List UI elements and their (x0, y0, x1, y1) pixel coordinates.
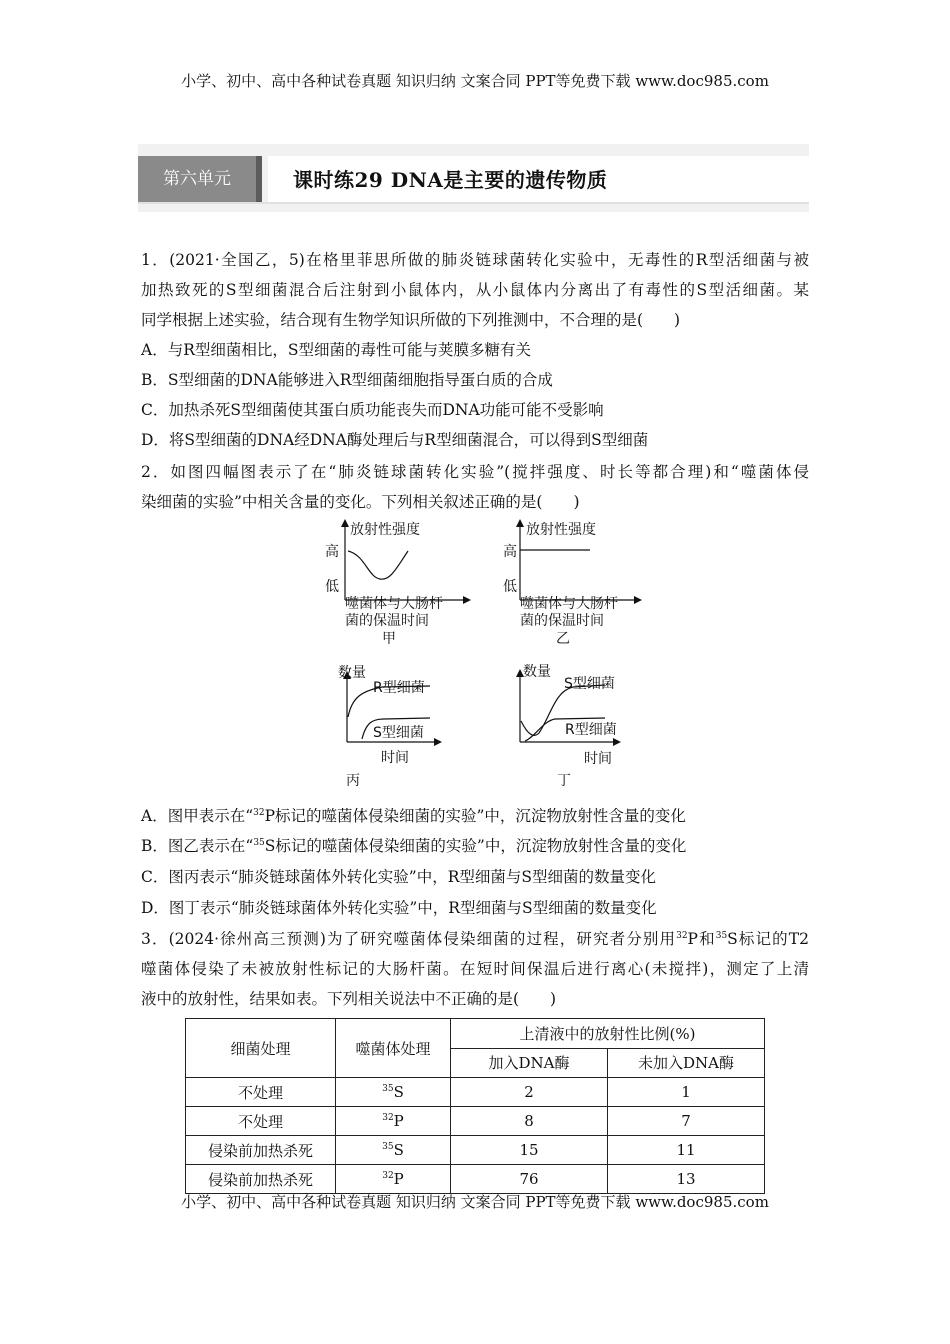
bing-xlabel: 时间 (381, 750, 409, 766)
q1-line1: 1．(2021·全国乙，5)在格里菲思所做的肺炎链球菌转化实验中，无毒性的R型活细菌与被 (141, 251, 809, 269)
q2-option-c: C．图丙表示“肺炎链球菌体外转化实验”中，R型细菌与S型细菌的数量变化 (141, 868, 656, 886)
jia-curve (348, 551, 408, 579)
cell-bacteria: 侵染前加热杀死 (186, 1136, 336, 1165)
q3-line2: 噬菌体侵染了未被放射性标记的大肠杆菌。在短时间保温后进行离心(未搅拌)，测定了上清 (141, 960, 809, 978)
bing-ylabel: 数量 (338, 665, 366, 681)
jia-ylabel: 放射性强度 (350, 522, 420, 538)
ding-name: 丁 (557, 773, 571, 789)
jia-low: 低 (325, 579, 339, 595)
bing-name: 丙 (346, 773, 360, 789)
q1-line2: 加热致死的S型细菌混合后注射到小鼠体内，从小鼠体内分离出了有毒性的S型活细菌。某 (141, 281, 809, 299)
unit-label: 第六单元 (138, 156, 256, 202)
q2-line2: 染细菌的实验”中相关含量的变化。下列相关叙述正确的是( ) (141, 493, 580, 511)
results-table (185, 1018, 765, 1194)
jia-xlabel2: 菌的保温时间 (345, 613, 429, 629)
ding-x-arrow (613, 738, 621, 746)
q1-option-d: D．将S型细菌的DNA经DNA酶处理后与R型细菌混合，可以得到S型细菌 (141, 431, 649, 449)
ding-curve2-label: R型细菌 (565, 722, 617, 738)
q1-option-c: C．加热杀死S型细菌使其蛋白质功能丧失而DNA功能可能不受影响 (141, 401, 604, 419)
table-header-row (186, 1019, 765, 1049)
bing-curve2-label: S型细菌 (373, 725, 424, 741)
q2-option-a: A．图甲表示在“$^{32}$P标记的噬菌体侵染细菌的实验”中，沉淀物放射性含量的变化 (141, 807, 686, 825)
cell-phage: $^{35}$S (336, 1078, 451, 1107)
ding-ylabel: 数量 (523, 664, 551, 680)
cell-with: 15 (451, 1136, 608, 1165)
cell-without: 13 (608, 1165, 765, 1194)
q1-option-a: A．与R型细菌相比，S型细菌的毒性可能与荚膜多糖有关 (141, 341, 531, 359)
jia-high: 高 (325, 544, 339, 560)
unit-shadow (256, 156, 262, 202)
table-row (186, 1107, 765, 1136)
q2-option-d: D．图丁表示“肺炎链球菌体外转化实验”中，R型细菌与S型细菌的数量变化 (141, 899, 657, 917)
jia-xlabel1: 噬菌体与大肠杆 (345, 596, 443, 612)
yi-xlabel2: 菌的保温时间 (520, 613, 604, 629)
cell-bacteria: 不处理 (186, 1078, 336, 1107)
yi-x-arrow (634, 596, 642, 604)
q1-line3: 同学根据上述实验，结合现有生物学知识所做的下列推测中，不合理的是( ) (141, 311, 681, 329)
jia-x-arrow (463, 596, 471, 604)
cell-with: 2 (451, 1078, 608, 1107)
cell-with: 76 (451, 1165, 608, 1194)
page-title: 课时练29 DNA是主要的遗传物质 (293, 168, 608, 192)
cell-with: 8 (451, 1107, 608, 1136)
q2-line1: 2．如图四幅图表示了在“肺炎链球菌转化实验”(搅拌强度、时长等都合理)和“噬菌体侵 (141, 463, 809, 481)
ding-xlabel: 时间 (584, 751, 612, 767)
yi-low: 低 (503, 579, 517, 595)
table-row (186, 1165, 765, 1194)
yi-name: 乙 (556, 631, 570, 647)
cell-phage: $^{32}$P (336, 1165, 451, 1194)
cell-without: 7 (608, 1107, 765, 1136)
jia-y-arrow (341, 519, 349, 527)
title-underline (138, 202, 809, 204)
bing-x-arrow (434, 738, 442, 746)
header-phage: 噬菌体处理 (336, 1019, 451, 1078)
table-row (186, 1078, 765, 1107)
header-bacteria: 细菌处理 (186, 1019, 336, 1078)
page-header: 小学、初中、高中各种试卷真题 知识归纳 文案合同 PPT等免费下载 www.doc985.com (181, 72, 769, 90)
cell-without: 1 (608, 1078, 765, 1107)
yi-xlabel1: 噬菌体与大肠杆 (520, 596, 618, 612)
cell-bacteria: 不处理 (186, 1107, 336, 1136)
header-without-dnase: 未加入DNA酶 (608, 1048, 765, 1078)
bing-curve1-label: R型细菌 (373, 680, 425, 696)
q3-line1: 3．(2024·徐州高三预测)为了研究噬菌体侵染细菌的过程，研究者分别用$^{32}$P和$^{35}$S标记的T2 (141, 930, 809, 948)
cell-phage: $^{32}$P (336, 1107, 451, 1136)
ding-curve1-label: S型细菌 (564, 676, 615, 692)
yi-high: 高 (503, 544, 517, 560)
table-row (186, 1136, 765, 1165)
q1-option-b: B．S型细菌的DNA能够进入R型细菌细胞指导蛋白质的合成 (141, 371, 553, 389)
q2-option-b: B．图乙表示在“$^{35}$S标记的噬菌体侵染细菌的实验”中，沉淀物放射性含量的变化 (141, 837, 687, 855)
cell-bacteria: 侵染前加热杀死 (186, 1165, 336, 1194)
yi-y-arrow (516, 519, 524, 527)
cell-phage: $^{35}$S (336, 1136, 451, 1165)
q3-line3: 液中的放射性，结果如表。下列相关说法中不正确的是( ) (141, 990, 557, 1008)
header-ratio: 上清液中的放射性比例(%) (451, 1019, 765, 1049)
jia-name: 甲 (382, 631, 396, 647)
header-with-dnase: 加入DNA酶 (451, 1048, 608, 1078)
page-footer: 小学、初中、高中各种试卷真题 知识归纳 文案合同 PPT等免费下载 www.doc985.com (181, 1193, 769, 1211)
yi-ylabel: 放射性强度 (526, 522, 596, 538)
cell-without: 11 (608, 1136, 765, 1165)
